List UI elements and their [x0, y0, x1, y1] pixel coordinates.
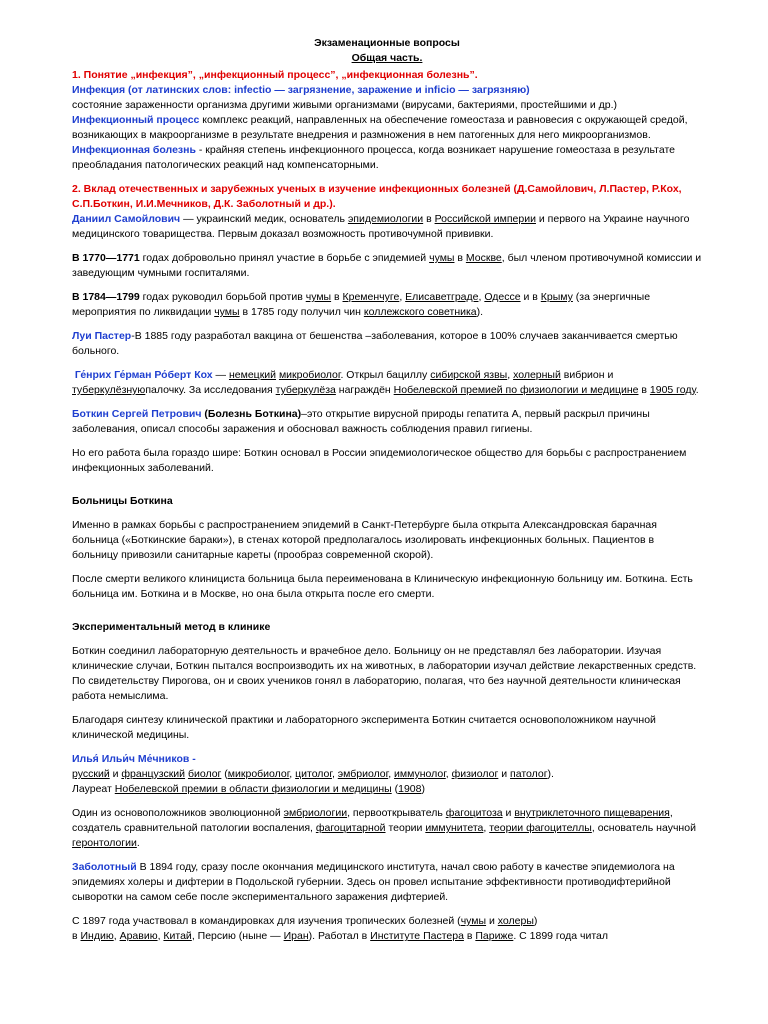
zabolotny-travel-paragraph	[72, 914, 702, 944]
text-run: вибрион и	[560, 369, 614, 381]
link-plague[interactable]: чумы	[214, 306, 240, 318]
link-phagocytosis[interactable]: фагоцитоза	[445, 807, 503, 819]
botkin-disease: (Болезнь Боткина)	[201, 408, 302, 420]
link-russian-empire[interactable]: Российской империи	[434, 213, 536, 225]
text-run: годах добровольно принял участие в борьбе с эпидемией	[139, 252, 430, 264]
text-run: в	[454, 252, 466, 264]
link-plague[interactable]: чумы	[429, 252, 455, 264]
text-run: , Персию (ныне —	[191, 930, 284, 942]
text-run: годах руководил борьбой против	[139, 291, 306, 303]
spacer	[72, 704, 702, 713]
spacer	[72, 602, 702, 611]
link-1905[interactable]: 1905 году	[649, 384, 696, 396]
text-run: и первого на Украине научного медицинского товарищества. Первым доказал возможность противочумной прививки.	[72, 213, 690, 240]
botkin-paragraph	[72, 407, 702, 437]
link-kremenchug[interactable]: Кременчуге	[342, 291, 400, 303]
infectious-process-def: комплекс реакций, направленных на обеспечение гомеостаза и равновесия с окружающей средой, возникающих в макроорганизме в результате внедрения и размножения в нем патогенных для него микроорганизмов.	[72, 114, 688, 141]
page-subtitle: Общая часть.	[351, 52, 423, 64]
text-run: )	[533, 915, 538, 927]
text-run: награждён	[335, 384, 394, 396]
mechnikov-founder-paragraph	[72, 806, 702, 851]
text-run: , создатель сравнительной патологии воспаления,	[72, 807, 673, 834]
infectious-disease-paragraph	[72, 143, 702, 173]
link-embryology[interactable]: эмбриологии	[283, 807, 348, 819]
link-moscow[interactable]: Москве	[465, 252, 502, 264]
spacer	[72, 563, 702, 572]
link-arabia[interactable]: Аравию	[119, 930, 158, 942]
text-run: . С 1899 года читал	[513, 930, 609, 942]
text-run: .	[695, 384, 699, 396]
spacer	[72, 437, 702, 446]
link-china[interactable]: Китай	[163, 930, 192, 942]
question-2-heading: 2. Вклад отечественных и зарубежных ученых в изучение инфекционных болезней (Д.Самойлович, Л.Пастер, Р.Кох, С.П.Боткин, И.И.Мечников, Д.К. Заболотный и др.).	[72, 183, 682, 210]
text-run: ,	[445, 768, 452, 780]
link-phagocytic[interactable]: фагоцитарной	[315, 822, 386, 834]
text-run: палочку. За исследования	[145, 384, 276, 396]
link-biologist[interactable]: биолог	[187, 768, 222, 780]
link-collegiate-councillor[interactable]: коллежского советника	[363, 306, 477, 318]
link-cholera[interactable]: холерный	[513, 369, 561, 381]
pasteur-name: Луи Пастер	[72, 330, 132, 342]
text-run: ,	[399, 291, 406, 303]
text-run: ,	[157, 930, 164, 942]
samoilovich-paragraph	[72, 212, 702, 242]
hospitals-paragraph-1: Именно в рамках борьбы с распространением эпидемий в Санкт-Петербурге была открыта Александровская барачная больница («Боткинские бараки»), в стенах которой предполагалось изолировать инфекционных больных. Пациентов в больницу привозили санитарные кареты (прообраз современной скорой).	[72, 519, 657, 561]
text-run: в	[331, 291, 343, 303]
spacer	[72, 320, 702, 329]
link-iran[interactable]: Иран	[283, 930, 309, 942]
link-paris[interactable]: Париже	[475, 930, 514, 942]
hospitals-paragraph-2: После смерти великого клинициста больница была переименована в Клиническую инфекционную больницу им. Боткина. Есть больница им. Боткина и в Москве, но она была открыта после его смерти.	[72, 573, 693, 600]
text-run: в	[638, 384, 650, 396]
spacer	[72, 485, 702, 494]
text-run: (	[221, 768, 228, 780]
botkin-name: Боткин Сергей Петрович	[72, 408, 202, 420]
pasteur-paragraph	[72, 329, 702, 359]
link-german[interactable]: немецкий	[228, 369, 277, 381]
spacer	[72, 797, 702, 806]
link-cytologist[interactable]: цитолог	[295, 768, 332, 780]
koch-name: Ге́нрих Ге́рман Ро́берт Кох	[74, 369, 213, 381]
link-intracellular-digestion[interactable]: внутриклеточного пищеварения	[514, 807, 670, 819]
document-body	[72, 36, 702, 944]
spacer	[72, 851, 702, 860]
link-crimea[interactable]: Крыму	[540, 291, 573, 303]
years-1784: В 1784—1799	[72, 291, 140, 303]
mechnikov-name-line	[72, 752, 702, 767]
method-paragraph-2: Благодаря синтезу клинической практики и лабораторного эксперимента Боткин считается основоположником научной клинической медицины.	[72, 714, 656, 741]
text-run: С 1897 года участвовал в командировках для изучения тропических болезней (	[72, 915, 461, 927]
botkin-work-paragraph: Но его работа была гораздо шире: Боткин основал в России эпидемиологическое общество для борьбы с распространением инфекционных заболеваний.	[72, 447, 687, 474]
text-run: ,	[483, 822, 490, 834]
text-run: ,	[289, 768, 296, 780]
page-title: Экзаменационные вопросы	[314, 37, 460, 49]
link-immunologist[interactable]: иммунолог	[394, 768, 446, 780]
mechnikov-name: Илья́ Ильи́ч Ме́чников	[72, 753, 190, 765]
text-run: —	[212, 369, 229, 381]
infectious-process-term: Инфекционный процесс	[72, 114, 200, 126]
link-odessa[interactable]: Одессе	[484, 291, 521, 303]
spacer	[72, 509, 702, 518]
text-run: (за энергичные мероприятия по ликвидации	[72, 291, 651, 318]
method-paragraph-1: Боткин соединил лабораторную деятельность и врачебное дело. Больницу он не представлял без лаборатории. Изучая клинические случаи, Боткин пытался воспроизводить их на животных, в лаборатории изучал действие лекарственных средств. По свидетельству Пирогова, он и своих учеников гонял в лабораторию, полагая, что без научной деятельности клиническая работа немыслима.	[72, 645, 697, 702]
text-run: в	[423, 213, 435, 225]
paragraph-1770	[72, 251, 702, 281]
link-russian[interactable]: русский	[72, 768, 110, 780]
link-physiologist[interactable]: физиолог	[451, 768, 499, 780]
link-pathologist[interactable]: патолог	[510, 768, 548, 780]
link-tuberculous[interactable]: туберкулёзную	[72, 384, 146, 396]
spacer	[72, 398, 702, 407]
text-run: . Открыл бациллу	[340, 369, 431, 381]
link-pasteur-institute[interactable]: Институте Пастера	[370, 930, 464, 942]
text-run: ,	[113, 930, 120, 942]
link-anthrax[interactable]: сибирской язвы	[430, 369, 508, 381]
spacer	[72, 173, 702, 182]
link-tuberculosis[interactable]: туберкулёза	[275, 384, 336, 396]
text-run: ,	[478, 291, 485, 303]
link-microbiologist[interactable]: микробиолог	[227, 768, 290, 780]
infectious-process-paragraph	[72, 113, 702, 143]
text-run: .	[136, 837, 140, 849]
link-1908[interactable]: 1908	[398, 783, 422, 795]
spacer	[72, 281, 702, 290]
text-run: ). Работал в	[308, 930, 371, 942]
text-run: (	[391, 783, 399, 795]
text-run: , основатель научной	[591, 822, 696, 834]
spacer	[72, 635, 702, 644]
text-run: , первооткрыватель	[347, 807, 446, 819]
years-1770: В 1770—1771	[72, 252, 140, 264]
link-embryologist[interactable]: эмбриолог	[337, 768, 389, 780]
question-1-heading: 1. Понятие „инфекция”, „инфекционный процесс”, „инфекционная болезнь”.	[72, 69, 478, 81]
text-run: ).	[476, 306, 484, 318]
samoilovich-name: Даниил Самойлович	[72, 213, 181, 225]
zabolotny-name: Заболотный	[72, 861, 137, 873]
text-run: ,	[507, 369, 514, 381]
text-run: и	[109, 768, 122, 780]
spacer	[72, 242, 702, 251]
text-run: — украинский медик, основатель	[180, 213, 348, 225]
link-epidemiology[interactable]: эпидемиологии	[347, 213, 424, 225]
link-immunity[interactable]: иммунитета	[425, 822, 484, 834]
link-elisavetgrad[interactable]: Елисаветграде	[405, 291, 479, 303]
text-run: в	[463, 930, 476, 942]
infection-definition: состояние зараженности организма другими живыми организмами (вирусами, бактериями, простейшими и др.)	[72, 99, 618, 111]
zabolotny-text: В 1894 году, сразу после окончания медицинского института, начал свою работу в качестве эпидемиолога на эпидемиях холеры и дифтерии в Подольской губернии. Здесь он провел испытание эффективности противодифтерийной сыворотки на самом себе после экспериментального заражения дифтерией.	[72, 861, 675, 903]
spacer	[72, 743, 702, 752]
spacer	[72, 905, 702, 914]
mechnikov-roles	[72, 767, 702, 782]
link-plague[interactable]: чумы	[305, 291, 332, 303]
text-run: и	[502, 807, 515, 819]
koch-paragraph	[72, 368, 702, 398]
link-nobel-prize[interactable]: Нобелевской премии в области физиологии и медицины	[114, 783, 392, 795]
text-run: и в	[520, 291, 541, 303]
text-run: Один из основоположников эволюционной	[72, 807, 284, 819]
pasteur-text: -В 1885 году разработал вакцина от бешенства –заболевания, которое в 100% случаев заканчивается смертью больного.	[72, 330, 678, 357]
text-run: и	[498, 768, 511, 780]
method-heading: Экспериментальный метод в клинике	[72, 621, 271, 633]
link-phagocytella-theory[interactable]: теории фагоцителлы	[489, 822, 592, 834]
text-run: ).	[547, 768, 554, 780]
text-run: в 1785 году получил чин	[239, 306, 364, 318]
hospitals-heading: Больницы Боткина	[72, 495, 173, 507]
spacer	[72, 611, 702, 620]
spacer	[72, 359, 702, 368]
infection-term: Инфекция (от латинских слов: infectio — загрязнение, заражение и inficio — загрязняю)	[72, 84, 530, 96]
spacer	[72, 476, 702, 485]
link-cholera[interactable]: холеры	[497, 915, 534, 927]
text-run: Лауреат	[72, 783, 115, 795]
text-run: теории	[385, 822, 426, 834]
infectious-disease-term: Инфекционная болезнь	[72, 144, 196, 156]
link-microbiologist[interactable]: микробиолог	[278, 369, 341, 381]
paragraph-1784	[72, 290, 702, 320]
text-run: -	[189, 753, 196, 765]
link-gerontology[interactable]: геронтологии	[72, 837, 137, 849]
text-run: и	[486, 915, 498, 927]
infectious-disease-def: - крайняя степень инфекционного процесса, когда возникает нарушение гомеостаза в результате преобладания патологических реакций над компенсаторными.	[72, 144, 675, 171]
text-run: в	[72, 930, 81, 942]
link-india[interactable]: Индию	[80, 930, 114, 942]
text-run: ,	[388, 768, 395, 780]
botkin-text: –это открытие вирусной природы гепатита А, первый раскрыл причины заболевания, описал способы заражения и обосновал важность соблюдения правил гигиены.	[72, 408, 650, 435]
text-run: )	[421, 783, 425, 795]
mechnikov-laureate	[72, 782, 702, 797]
link-nobel-prize[interactable]: Нобелевской премией по физиологии и медицине	[393, 384, 639, 396]
link-plague[interactable]: чумы	[460, 915, 487, 927]
text-run: , был членом противочумной комиссии и заведующим чумными госпиталями.	[72, 252, 702, 279]
zabolotny-paragraph	[72, 860, 702, 905]
text-run: ,	[331, 768, 338, 780]
link-french[interactable]: французский	[121, 768, 186, 780]
